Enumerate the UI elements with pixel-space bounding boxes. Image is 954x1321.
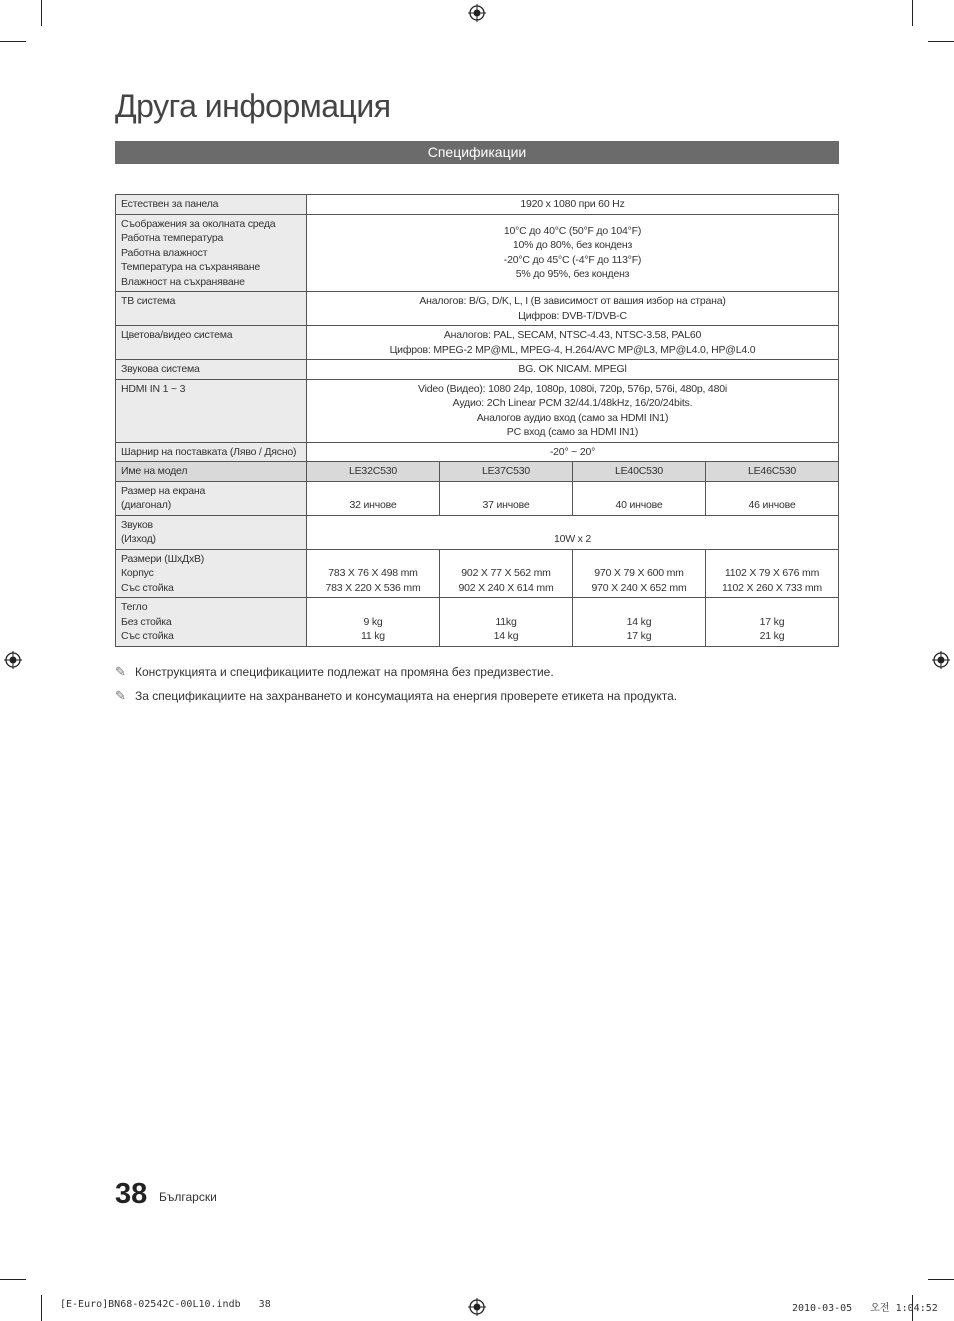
spec-value-line: Аналогов: B/G, D/K, L, I (В зависимост от вашия избор на страна) <box>419 295 726 307</box>
spec-label <box>116 214 307 292</box>
crop-mark <box>0 1279 26 1280</box>
spec-label-line: Тегло <box>121 601 148 613</box>
table-row <box>116 515 839 549</box>
spec-label <box>116 481 307 515</box>
spec-value <box>307 326 839 360</box>
spec-value-line: 21 kg <box>759 630 785 642</box>
imprint-timestamp: 2010-03-05 오전 1:04:52 <box>792 1303 938 1314</box>
spec-value-line: Аналогов аудио вход (само за HDMI IN1) <box>476 411 669 424</box>
spec-label-line: (диагонал) <box>121 499 172 511</box>
spec-value-line: Аудио: 2Ch Linear PCM 32/44.1/48kHz, 16/20/24bits. <box>452 397 693 409</box>
note-text: Конструкцията и спецификациите подлежат на промяна без предизвестие. <box>135 665 554 679</box>
spec-value-line: 902 X 240 X 614 mm <box>458 581 554 594</box>
spec-value-line: 10% до 80%, без конденз <box>512 239 633 252</box>
spec-value <box>706 481 839 515</box>
table-row <box>116 379 839 442</box>
spec-label-line: Със стойка <box>121 630 174 642</box>
spec-value-line: 783 X 76 X 498 mm <box>328 567 418 579</box>
spec-label-line: ТВ система <box>121 295 176 307</box>
crop-mark <box>41 0 42 26</box>
model-header-row <box>116 462 839 482</box>
spec-value-line: -20° ~ 20° <box>549 445 596 458</box>
language-label: Български <box>159 1190 217 1204</box>
spec-label-line: Размер на екрана <box>121 484 206 497</box>
spec-value <box>440 481 573 515</box>
spec-label <box>116 549 307 598</box>
spec-value <box>307 515 839 549</box>
spec-value-line: 14 kg <box>493 630 519 642</box>
crop-mark <box>928 41 954 42</box>
crop-mark <box>912 0 913 26</box>
spec-value-line: 46 инчове <box>748 499 796 511</box>
table-row <box>116 360 839 380</box>
pencil-icon: ✎ <box>115 688 126 703</box>
spec-value-line: PC вход (само за HDMI IN1) <box>506 426 639 438</box>
table-row <box>116 442 839 462</box>
spec-label-line: Цветова/видео система <box>121 329 233 341</box>
spec-value <box>307 214 839 292</box>
table-row <box>116 292 839 326</box>
spec-value-line: -20°C до 45°C (-4°F до 113°F) <box>503 253 642 266</box>
spec-label-line: Работна влажност <box>121 246 208 259</box>
spec-value-line: 1102 X 260 X 733 mm <box>722 581 822 594</box>
spec-label-line: Естествен за панела <box>121 198 219 210</box>
spec-label-line: Звуков <box>121 518 153 531</box>
spec-label-line: Работна температура <box>121 232 224 244</box>
spec-value-line: 5% до 95%, без конденз <box>515 268 630 281</box>
spec-label-line: Температура на съхраняване <box>121 261 261 273</box>
table-row <box>116 549 839 598</box>
spec-value-line: 10°C до 40°C (50°F до 104°F) <box>503 224 642 237</box>
spec-label <box>116 326 307 360</box>
spec-value-line: 14 kg <box>626 615 652 628</box>
spec-label-line: Звукова система <box>121 363 200 375</box>
spec-label-line: Със стойка <box>121 581 174 594</box>
spec-value <box>573 598 706 647</box>
note-text: За спецификациите на захранването и консумацията на енергия проверете етикета на продукта. <box>135 689 678 703</box>
crop-mark <box>928 1279 954 1280</box>
spec-value <box>706 549 839 598</box>
registration-mark-icon <box>932 651 950 669</box>
registration-mark-icon <box>468 1298 486 1316</box>
section-header: Спецификации <box>115 141 839 164</box>
spec-value-line: 902 X 77 X 562 mm <box>461 567 551 579</box>
spec-label <box>116 515 307 549</box>
spec-value-line: 32 инчове <box>349 499 397 511</box>
table-row <box>116 598 839 647</box>
crop-mark <box>0 41 26 42</box>
spec-value-line: 17 kg <box>626 630 652 642</box>
spec-value-line: 11 kg <box>361 630 385 642</box>
spec-label-line: Корпус <box>121 567 154 579</box>
spec-value <box>307 442 839 462</box>
imprint-file: [E-Euro]BN68-02542C-00L10.indb 38 <box>60 1299 271 1310</box>
spec-value <box>307 598 440 647</box>
model-name: LE37C530 <box>440 462 573 482</box>
spec-value-line: 37 инчове <box>482 499 530 511</box>
spec-label-line: Шарнир на поставката (Ляво / Дясно) <box>121 445 297 458</box>
spec-value-line: 10W x 2 <box>553 533 592 545</box>
spec-label <box>116 442 307 462</box>
spec-value-line: 1920 x 1080 при 60 Hz <box>520 198 625 210</box>
spec-label <box>116 379 307 442</box>
note <box>115 688 677 704</box>
table-row <box>116 195 839 215</box>
spec-value-line: BG. OK NICAM. MPEGl <box>518 363 627 375</box>
spec-label-line: HDMI IN 1 ~ 3 <box>121 382 186 395</box>
spec-value-line: Цифров: DVB-T/DVB-C <box>518 309 627 322</box>
spec-value <box>307 292 839 326</box>
page-number: 38 <box>115 1178 148 1210</box>
model-header-label: Име на модел <box>116 462 307 482</box>
spec-value-line: 17 kg <box>759 615 785 628</box>
spec-label <box>116 598 307 647</box>
spec-value-line: 970 X 240 X 652 mm <box>591 581 687 594</box>
spec-value-line: 9 kg <box>363 615 383 628</box>
crop-mark <box>41 1295 42 1321</box>
spec-value-line: 11kg <box>495 615 517 628</box>
spec-value <box>440 598 573 647</box>
spec-label-line: Без стойка <box>121 615 172 628</box>
spec-label-line: Съображения за околната среда <box>121 217 276 230</box>
spec-value <box>307 549 440 598</box>
spec-label <box>116 195 307 215</box>
spec-label-line: Размери (ШxДxВ) <box>121 552 205 565</box>
spec-value <box>307 379 839 442</box>
spec-value-line: Video (Видео): 1080 24p, 1080p, 1080i, 720p, 576p, 576i, 480p, 480i <box>418 382 727 395</box>
table-row <box>116 326 839 360</box>
spec-value-line: 40 инчове <box>615 499 663 511</box>
pencil-icon: ✎ <box>115 664 126 679</box>
spec-value <box>307 195 839 215</box>
spec-value <box>573 481 706 515</box>
spec-label-line: (Изход) <box>121 533 156 545</box>
model-name: LE40C530 <box>573 462 706 482</box>
table-row <box>116 481 839 515</box>
registration-mark-icon <box>468 4 486 22</box>
specifications-table <box>115 194 839 647</box>
page-title: Друга информация <box>115 88 391 124</box>
note <box>115 664 554 680</box>
spec-value <box>307 481 440 515</box>
spec-value <box>307 360 839 380</box>
spec-value <box>573 549 706 598</box>
spec-value-line: 970 X 79 X 600 mm <box>594 567 684 579</box>
spec-value <box>706 598 839 647</box>
spec-value <box>440 549 573 598</box>
model-name: LE46C530 <box>706 462 839 482</box>
spec-value-line: Аналогов: PAL, SECAM, NTSC-4.43, NTSC-3.58, PAL60 <box>443 329 702 341</box>
spec-label-line: Влажност на съхраняване <box>121 275 245 288</box>
spec-value-line: 783 X 220 X 536 mm <box>325 581 421 594</box>
spec-value-line: Цифров: MPEG-2 MP@ML, MPEG-4, H.264/AVC MP@L3, MP@L4.0, HP@L4.0 <box>389 343 756 356</box>
registration-mark-icon <box>4 651 22 669</box>
spec-label <box>116 292 307 326</box>
table-row <box>116 214 839 292</box>
spec-label <box>116 360 307 380</box>
spec-value-line: 1102 X 79 X 676 mm <box>724 567 820 579</box>
model-name: LE32C530 <box>307 462 440 482</box>
